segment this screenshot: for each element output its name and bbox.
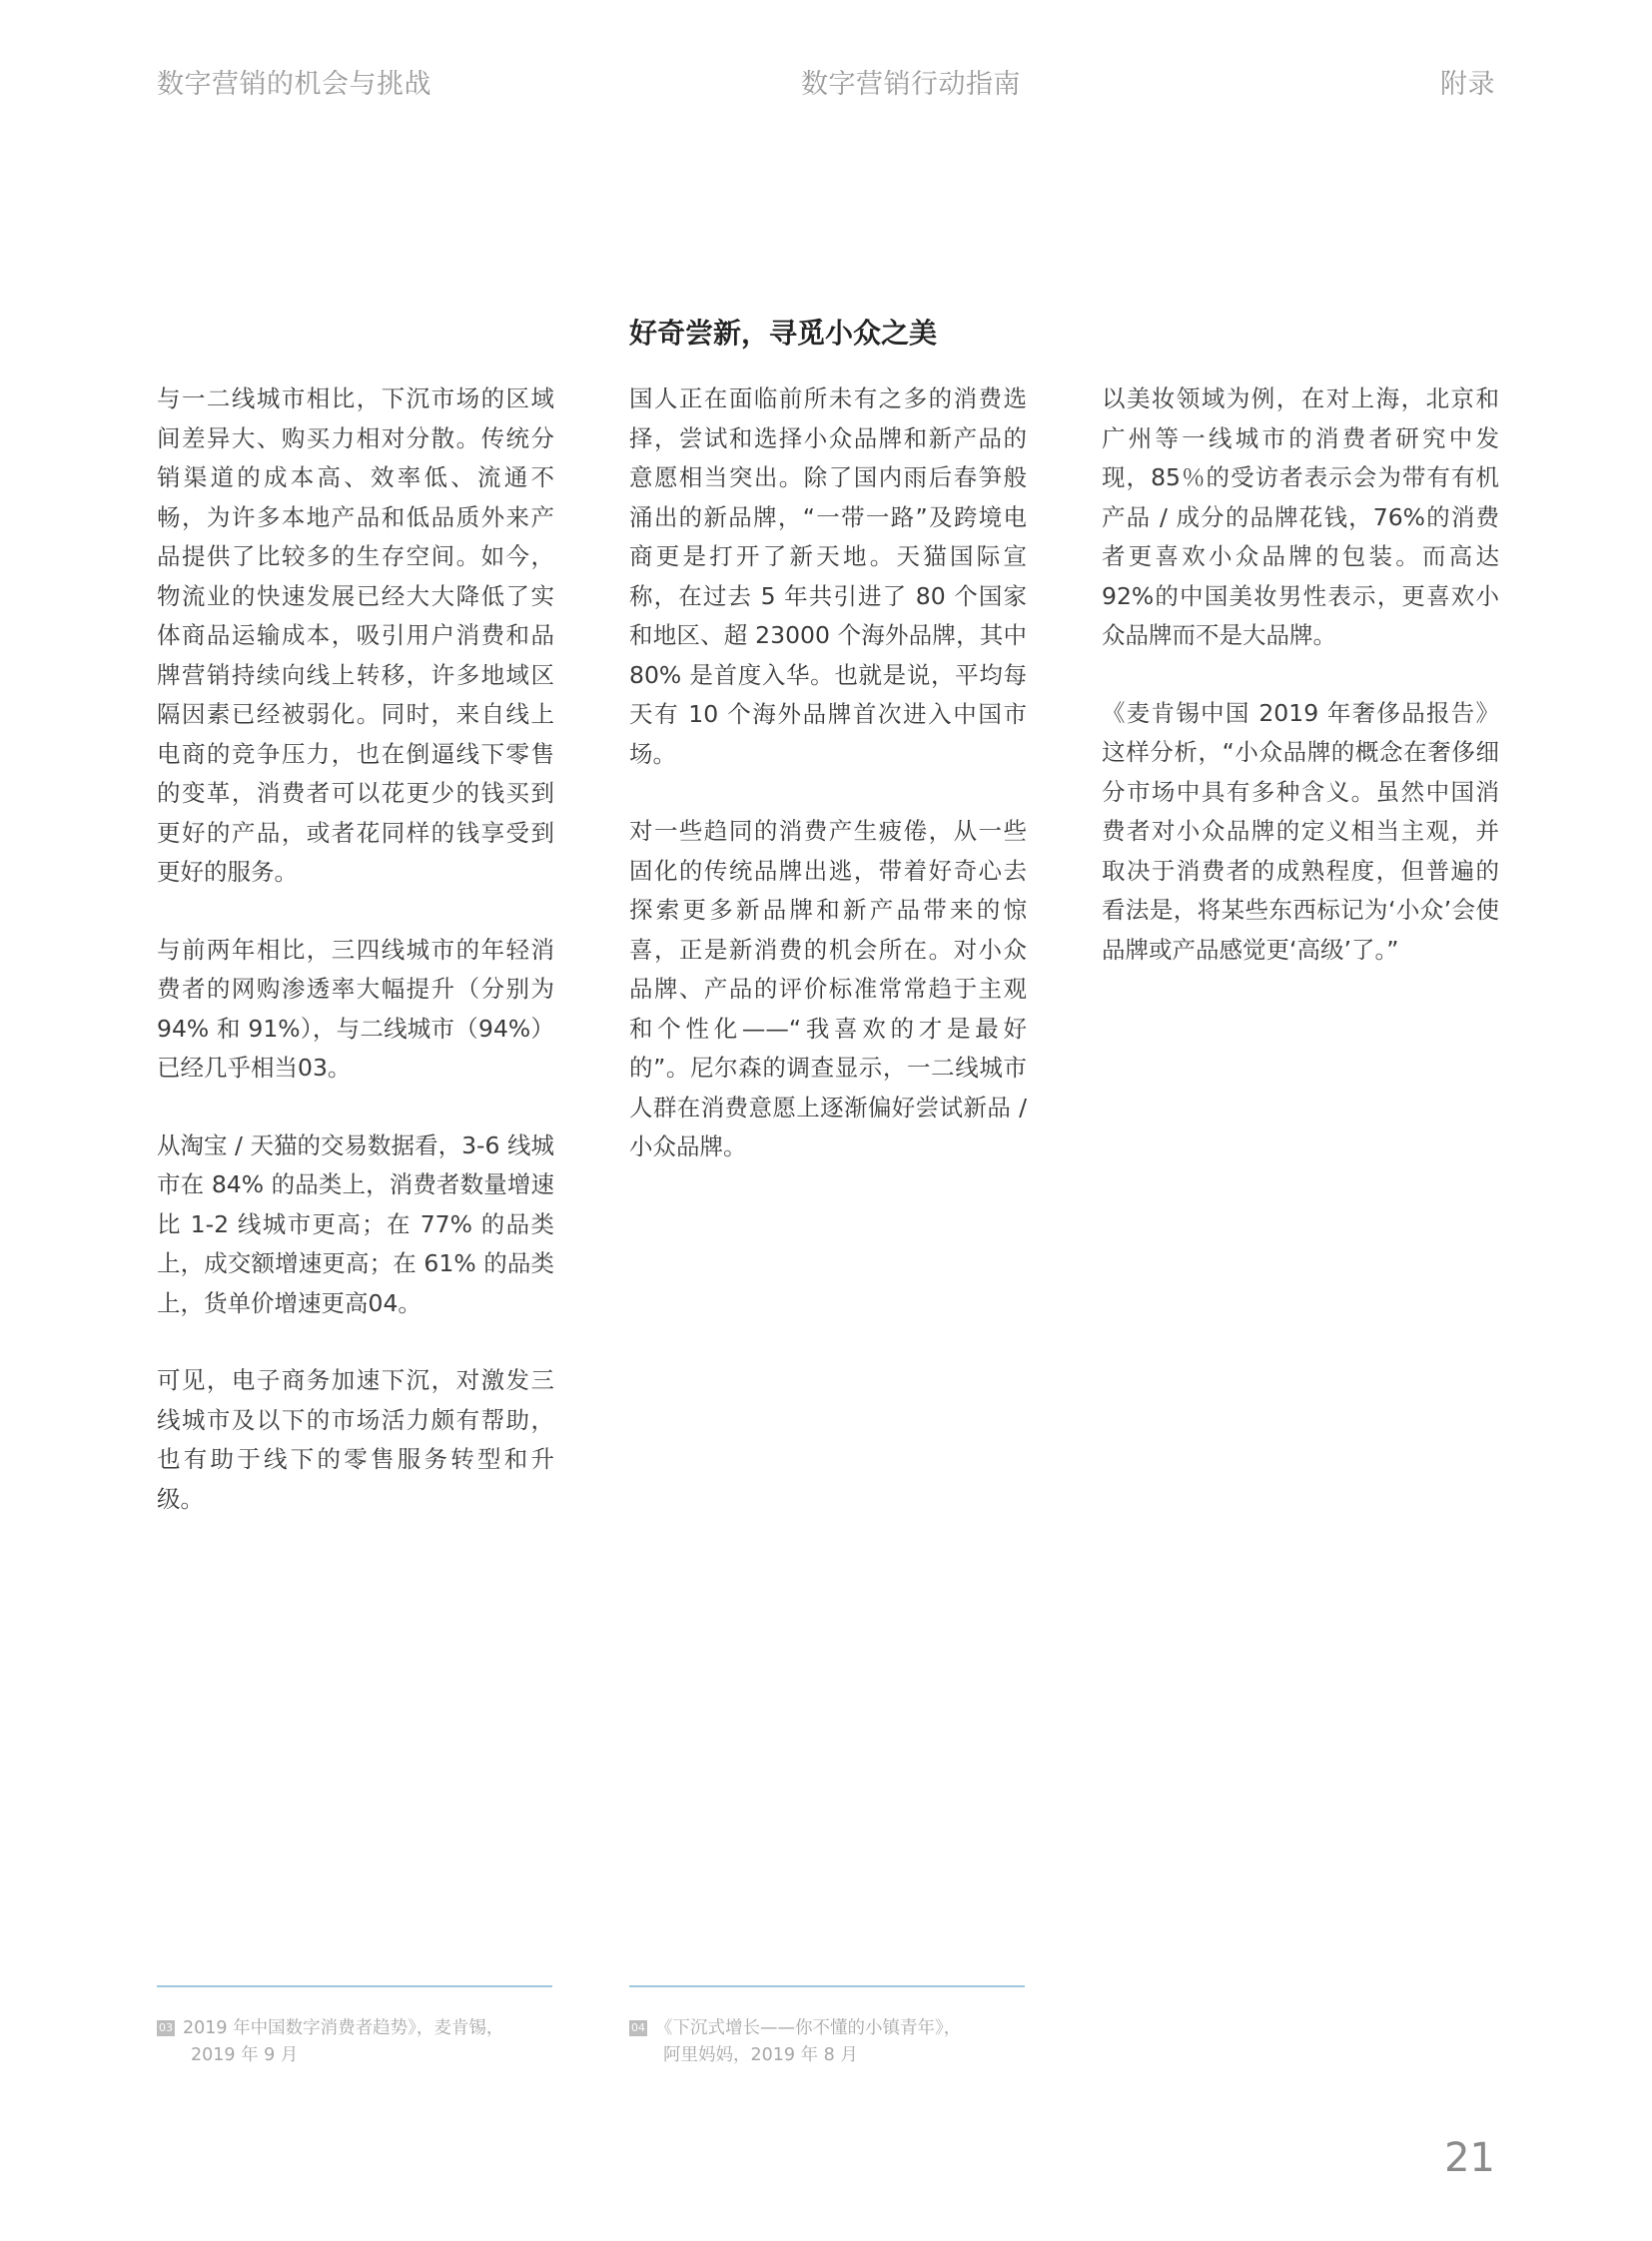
footnote-number: 03 (159, 2021, 173, 2034)
text-column-3 (1102, 379, 1499, 1008)
footnote (157, 2015, 546, 2069)
paragraph: 与前两年相比，三四线城市的年轻消费者的网购渗透率大幅提升（分别为 94% 和 91%），与二线城市（94%）已经几乎相当03。 (157, 935, 554, 1082)
footnote-number: 04 (631, 2021, 645, 2034)
paragraph: 从淘宝 / 天猫的交易数据看，3-6 线城市在 84% 的品类上，消费者数量增速比 1-2 线城市更高；在 77% 的品类上，成交额增速更高；在 61% 的品类上，货单价增速更高04。 (157, 1130, 554, 1317)
header-section-center: 数字营销行动指南 (801, 69, 1021, 100)
header-section-right: 附录 (1440, 69, 1495, 100)
text-column-1 (157, 379, 554, 1557)
footnote-text: 2019 年 9 月 (191, 2045, 299, 2065)
paragraph: 国人正在面临前所未有之多的消费选择，尝试和选择小众品牌和新产品的意愿相当突出。除了国内雨后春笋般涌出的新品牌，“一带一路”及跨境电商更是打开了新天地。天猫国际宣称，在过去 5 年共引进了 80 个国家和地区、超 23000 个海外品牌，其中 80% 是首度入华。也就是说，平均每天有 10 个海外品牌首次进入中国市场。 (629, 384, 1027, 768)
footnote-text: 2019 年中国数字消费者趋势》，麦肯锡， (183, 2018, 504, 2038)
paragraph: 以美妆领域为例，在对上海，北京和广州等一线城市的消费者研究中发现，85％的受访者表示会为带有有机产品 / 成分的品牌花钱，76%的消费者更喜欢小众品牌的包装。而高达 92%的中国美妆男性表示，更喜欢小众品牌而不是大品牌。 (1102, 384, 1499, 649)
footnote-text: 阿里妈妈，2019 年 8 月 (663, 2045, 858, 2065)
footnote-divider (157, 1985, 552, 1987)
header-section-left: 数字营销的机会与挑战 (157, 69, 431, 100)
footnote (629, 2015, 1019, 2069)
footnote-divider (629, 1985, 1025, 1987)
paragraph: 对一些趋同的消费产生疲倦，从一些固化的传统品牌出逃，带着好奇心去探索更多新品牌和新产品带来的惊喜，正是新消费的机会所在。对小众品牌、产品的评价标准常常趋于主观和个性化——“我喜欢的才是最好的”。尼尔森的调查显示，一二线城市人群在消费意愿上逐渐偏好尝试新品 / 小众品牌。 (629, 817, 1027, 1160)
footnote-text: 《下沉式增长——你不懂的小镇青年》， (655, 2018, 962, 2038)
paragraph: 可见，电子商务加速下沉，对激发三线城市及以下的市场活力颇有帮助，也有助于线下的零售服务转型和升级。 (157, 1366, 554, 1513)
section-heading: 好奇尝新，寻觅小众之美 (629, 317, 938, 350)
text-column-2 (629, 379, 1027, 1205)
paragraph: 《麦肯锡中国 2019 年奢侈品报告》这样分析，“小众品牌的概念在奢侈细分市场中具有多种含义。虽然中国消费者对小众品牌的定义相当主观，并取决于消费者的成熟程度，但普遍的看法是，将某些东西标记为‘小众’会使品牌或产品感觉更‘高级’了。” (1102, 698, 1499, 964)
page-number: 21 (1444, 2135, 1495, 2181)
paragraph: 与一二线城市相比，下沉市场的区域间差异大、购买力相对分散。传统分销渠道的成本高、效率低、流通不畅，为许多本地产品和低品质外来产品提供了比较多的生存空间。如今，物流业的快速发展已经大大降低了实体商品运输成本，吸引用户消费和品牌营销持续向线上转移，许多地域区隔因素已经被弱化。同时，来自线上电商的竞争压力，也在倒逼线下零售的变革，消费者可以花更少的钱买到更好的产品，或者花同样的钱享受到更好的服务。 (157, 384, 554, 886)
